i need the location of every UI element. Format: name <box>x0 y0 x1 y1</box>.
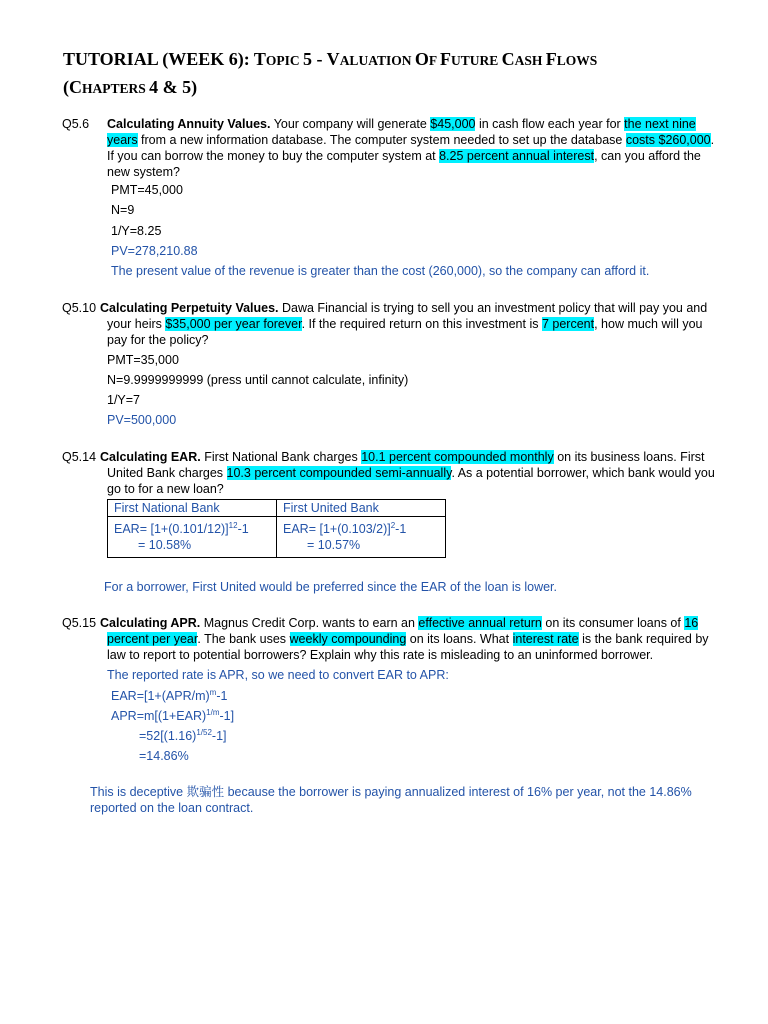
answer-pv: PV=500,000 <box>107 413 177 427</box>
question-5-14 <box>62 449 722 497</box>
answer-conclusion: This is deceptive 欺骗性 because the borrower is paying annualized interest of 16% per year, not the 14.86% reported on the loan contract. <box>90 784 692 815</box>
answer-explanation: The reported rate is APR, so we need to convert EAR to APR: <box>107 668 449 682</box>
answer-conclusion: The present value of the revenue is greater than the cost (260,000), so the company can afford it. <box>111 264 650 278</box>
ear-table <box>107 499 446 558</box>
question-5-15 <box>62 615 722 663</box>
question-text: Calculating Perpetuity Values. Dawa Financial is trying to sell you an investment policy that will pay you and your heirs $35,000 per year forever. If the required return on this investment is 7 percent, how much will you pay for the policy? <box>100 301 708 347</box>
answer-iy: 1/Y=8.25 <box>111 224 162 238</box>
question-number: Q5.15 <box>62 616 97 630</box>
table-header-row <box>108 500 446 517</box>
answer-n: N=9 <box>111 203 135 217</box>
answer-pv: PV=278,210.88 <box>111 244 198 258</box>
table-cell: $EAR= [1+(0.101/12)]^{12}-1$ = 10.58% <box>108 517 277 558</box>
question-number: Q5.10 <box>62 301 97 315</box>
formula-apr-calc: $=52[(1.16)^{1/52}-1]$ <box>139 728 227 743</box>
answer-iy: 1/Y=7 <box>107 393 141 407</box>
page-title: TUTORIAL (WEEK 6): TOPIC 5 - VALUATION OF FUTURE CASH FLOWS (CHAPTERS 4 & 5) <box>63 49 598 97</box>
table-header-cell: First National Bank <box>108 500 277 517</box>
formula-apr: $APR=m[(1+EAR)^{1/m}-1]$ <box>111 708 235 723</box>
answer-pmt: PMT=35,000 <box>107 353 179 367</box>
answer-pmt: PMT=45,000 <box>111 183 183 197</box>
question-number: Q5.6 <box>62 117 90 131</box>
question-5-10 <box>62 300 722 348</box>
table-cell: $EAR= [1+(0.103/2)]^2-1$ = 10.57% <box>277 517 446 558</box>
question-number: Q5.14 <box>62 450 97 464</box>
table-row <box>108 517 446 558</box>
table-header-cell: First United Bank <box>277 500 446 517</box>
question-5-6 <box>62 116 722 180</box>
question-text: Calculating APR. Magnus Credit Corp. wants to earn an effective annual return on its consumer loans of 16 percent per year. The bank uses weekly compounding on its loans. What interest rate is the bank required by law to report to potential borrowers? Explain why this rate is misleading to an uninformed borrower. <box>100 616 709 662</box>
question-text: Calculating EAR. First National Bank charges 10.1 percent compounded monthly on its business loans. First United Bank charges 10.3 percent compounded semi-annually. As a potential borrower, which bank would you go to for a new loan? <box>100 450 715 496</box>
answer-n: N=9.9999999999 (press until cannot calculate, infinity) <box>107 373 409 387</box>
formula-apr-result: =14.86% <box>139 749 189 763</box>
formula-ear: $EAR=[1+(APR/m)^m-1$ <box>111 688 228 703</box>
answer-conclusion: For a borrower, First United would be preferred since the EAR of the loan is lower. <box>104 580 557 594</box>
question-text: Calculating Annuity Values. Your company will generate $45,000 in cash flow each year for the next nine years from a new information database. The computer system needed to set up the database costs $260,000. If you can borrow the money to buy the computer system at 8.25 percent annual interest, can you afford the new system? <box>107 117 715 179</box>
